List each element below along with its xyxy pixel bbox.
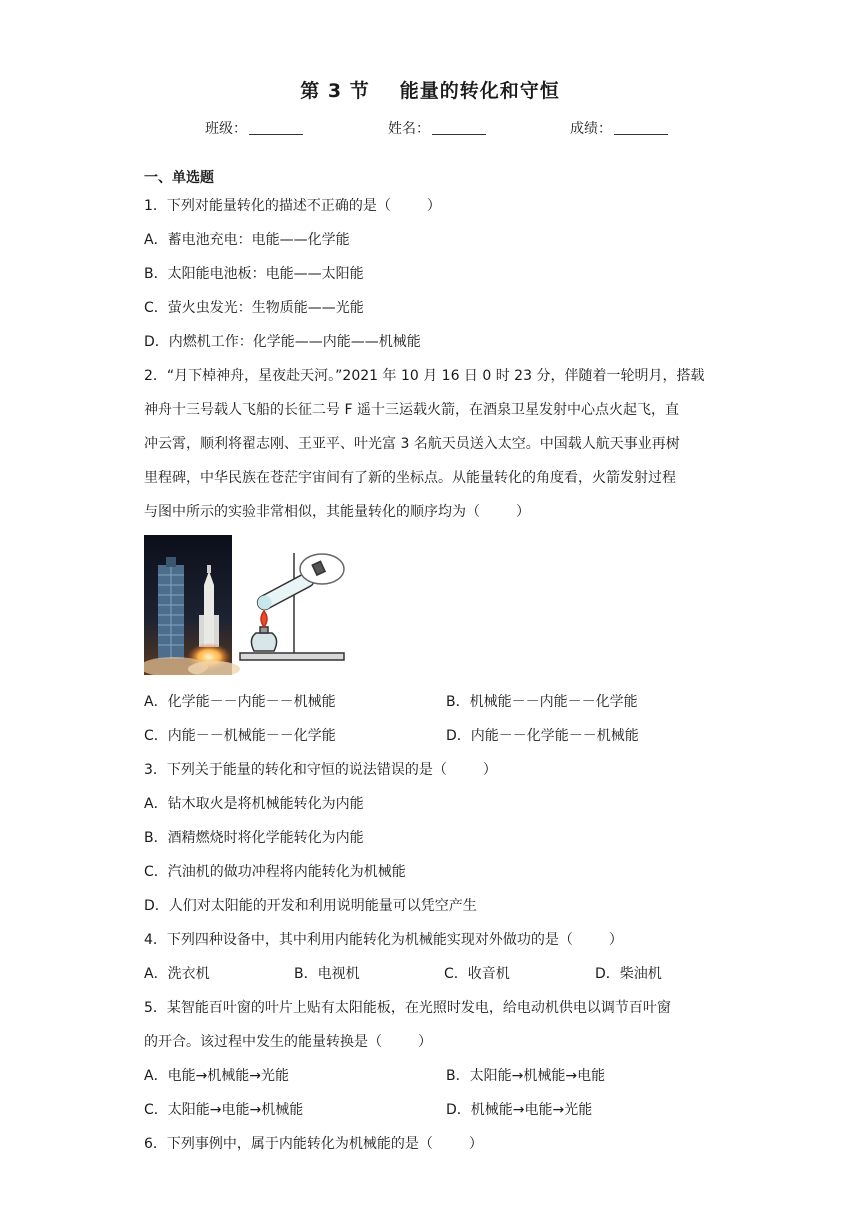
question-5-option-c[interactable]: C．太阳能→电能→机械能	[144, 1102, 304, 1118]
question-1-option-d[interactable]: D．内燃机工作：化学能——内能——机械能	[144, 334, 421, 350]
class-label: 班级：	[205, 121, 247, 137]
question-2-stem-line-1: 2．“月下棹神舟，星夜赴天河。”2021 年 10 月 16 日 0 时 23 分，伴随着一轮明月，搭载	[144, 368, 705, 384]
question-1-option-b[interactable]: B．太阳能电池板：电能——太阳能	[144, 266, 364, 282]
question-2-stem-line-3: 冲云霄，顺利将翟志刚、王亚平、叶光富 3 名航天员送入太空。中国载人航天事业再树	[144, 436, 680, 452]
name-field	[388, 118, 486, 138]
title-section-number: 第 3 节	[300, 80, 370, 102]
score-blank[interactable]	[614, 120, 668, 135]
rocket-photo	[144, 535, 240, 675]
student-info-row	[0, 118, 860, 140]
question-4-option-a[interactable]: A．洗衣机	[144, 966, 210, 982]
rocket-and-test-tube-illustration	[144, 535, 376, 675]
name-label: 姓名：	[388, 121, 430, 137]
question-2-stem-line-5: 与图中所示的实验非常相似，其能量转化的顺序均为（ ）	[144, 504, 530, 520]
question-2-figure	[144, 535, 376, 675]
question-2-option-d[interactable]: D．内能－－化学能－－机械能	[446, 728, 639, 744]
question-6-stem: 6．下列事例中，属于内能转化为机械能的是（ ）	[144, 1136, 483, 1152]
section-title: 一、单选题	[144, 170, 214, 186]
question-5-stem-line-2: 的开合。该过程中发生的能量转换是（ ）	[144, 1034, 432, 1050]
score-label: 成绩：	[570, 121, 612, 137]
question-5-option-d[interactable]: D．机械能→电能→光能	[446, 1102, 593, 1118]
question-4-option-b[interactable]: B．电视机	[294, 966, 360, 982]
score-field	[570, 118, 668, 138]
class-blank[interactable]	[249, 120, 303, 135]
question-2-stem-line-2: 神舟十三号载人飞船的长征二号 F 遥十三运载火箭，在酒泉卫星发射中心点火起飞，直	[144, 402, 679, 418]
question-3-option-c[interactable]: C．汽油机的做功冲程将内能转化为机械能	[144, 864, 406, 880]
question-3-stem: 3．下列关于能量的转化和守恒的说法错误的是（ ）	[144, 762, 497, 778]
question-2-option-a[interactable]: A．化学能－－内能－－机械能	[144, 694, 336, 710]
question-5-option-a[interactable]: A．电能→机械能→光能	[144, 1068, 290, 1084]
question-4-option-d[interactable]: D．柴油机	[595, 966, 662, 982]
question-5-stem-line-1: 5．某智能百叶窗的叶片上贴有太阳能板，在光照时发电，给电动机供电以调节百叶窗	[144, 1000, 671, 1016]
question-4-option-c[interactable]: C．收音机	[444, 966, 510, 982]
question-2-option-c[interactable]: C．内能－－机械能－－化学能	[144, 728, 336, 744]
question-1-option-a[interactable]: A．蓄电池充电：电能——化学能	[144, 232, 350, 248]
question-1-stem: 1．下列对能量转化的描述不正确的是（ ）	[144, 198, 441, 214]
question-4-stem: 4．下列四种设备中，其中利用内能转化为机械能实现对外做功的是（ ）	[144, 932, 623, 948]
question-2-option-b[interactable]: B．机械能－－内能－－化学能	[446, 694, 638, 710]
question-5-option-b[interactable]: B．太阳能→机械能→电能	[446, 1068, 606, 1084]
test-tube-experiment	[240, 553, 344, 660]
question-1-option-c[interactable]: C．萤火虫发光：生物质能——光能	[144, 300, 364, 316]
question-3-option-a[interactable]: A．钻木取火是将机械能转化为内能	[144, 796, 364, 812]
title-text: 能量的转化和守恒	[399, 80, 560, 102]
question-3-option-b[interactable]: B．酒精燃烧时将化学能转化为内能	[144, 830, 364, 846]
page-title	[0, 76, 860, 103]
name-blank[interactable]	[432, 120, 486, 135]
question-3-option-d[interactable]: D．人们对太阳能的开发和利用说明能量可以凭空产生	[144, 898, 477, 914]
class-field	[205, 118, 303, 138]
question-2-stem-line-4: 里程碑，中华民族在苍茫宇宙间有了新的坐标点。从能量转化的角度看，火箭发射过程	[144, 470, 676, 486]
